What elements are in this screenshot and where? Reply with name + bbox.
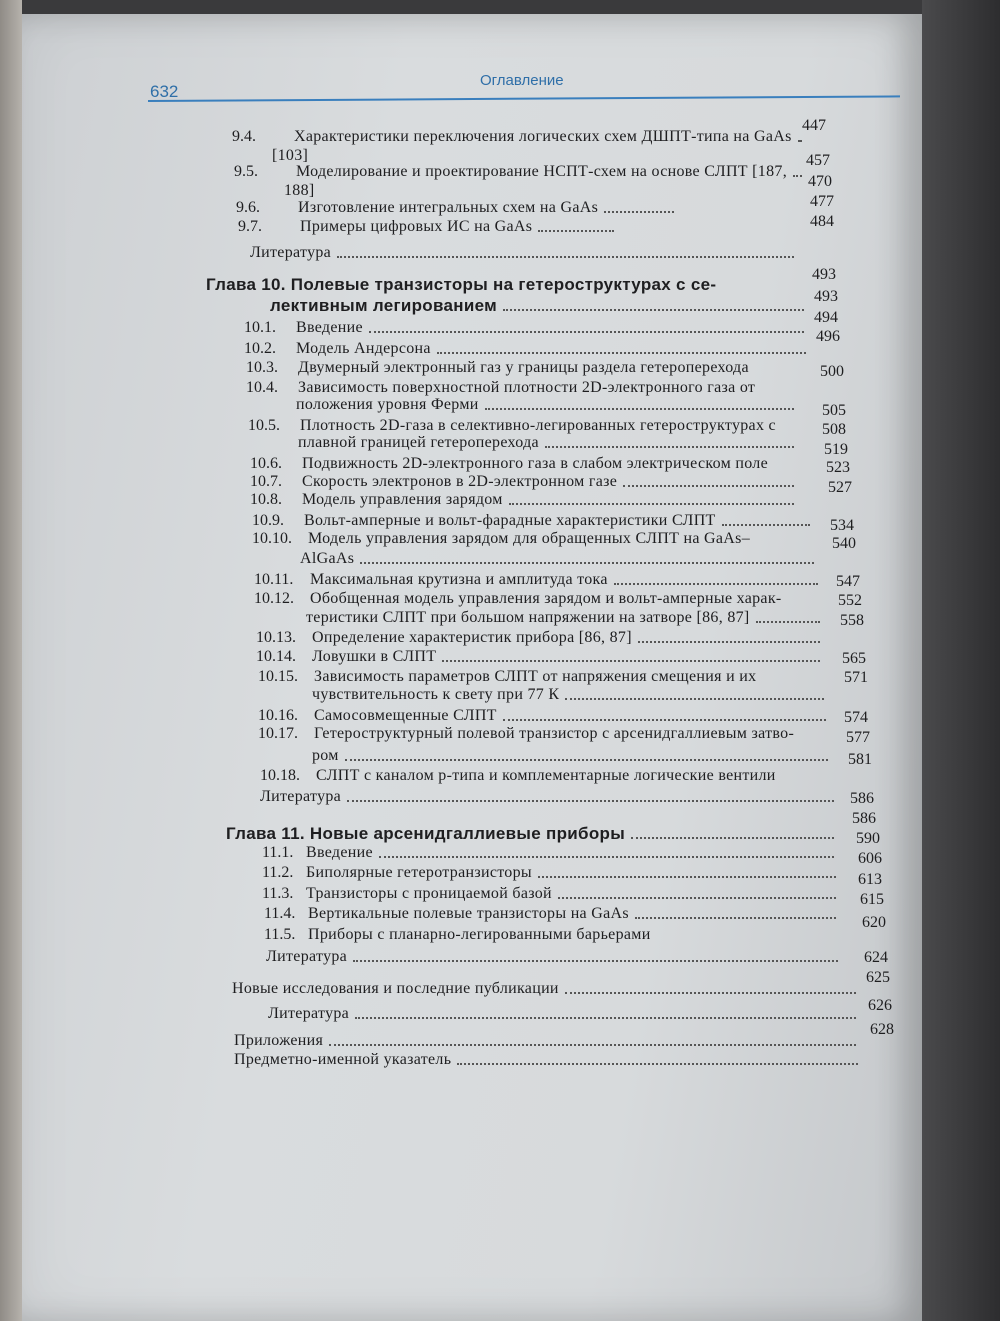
section-title: Новые исследования и последние публикации xyxy=(232,980,559,997)
section-number: 10.12. xyxy=(254,590,294,607)
dot-leader xyxy=(485,407,794,410)
section-title: плавной границей гетероперехода xyxy=(298,434,539,451)
section-title: лективным легированием xyxy=(270,296,497,315)
section-title: Литература xyxy=(268,1005,350,1022)
toc-entry xyxy=(250,244,800,262)
section-number: 10.6. xyxy=(250,455,282,472)
section-title: ром xyxy=(312,747,339,764)
toc-page-number: 493 xyxy=(812,266,836,283)
toc-entry xyxy=(256,629,826,647)
section-title: Ловушки в СЛПТ xyxy=(312,648,437,665)
section-number: 10.13. xyxy=(256,629,296,646)
toc-entry xyxy=(312,686,830,704)
section-title: 188] xyxy=(284,182,315,199)
section-title: Примеры цифровых ИС на GaAs xyxy=(300,218,533,235)
toc-page-number: 574 xyxy=(844,709,868,726)
toc-entry xyxy=(252,512,816,530)
toc-page-number: 586 xyxy=(852,810,876,827)
section-title: Подвижность 2D-электронного газа в слабом электрическом поле xyxy=(302,455,768,472)
section-title: СЛПТ с каналом p-типа и комплементарные логические вентили xyxy=(316,767,776,784)
section-title: Предметно-именной указатель xyxy=(234,1051,452,1068)
section-number: 11.4. xyxy=(264,905,296,922)
dot-leader xyxy=(442,659,820,662)
toc-page-number: 500 xyxy=(820,363,844,380)
toc-page-number: 447 xyxy=(802,117,826,134)
toc-page-number: 558 xyxy=(840,612,864,629)
section-title: Гетероструктурный полевой транзистор с арсенидгаллиевым затво- xyxy=(314,725,795,742)
running-title: Оглавление xyxy=(480,72,564,89)
toc-entry xyxy=(234,1051,864,1069)
dot-leader xyxy=(379,855,834,858)
toc-entry xyxy=(234,163,808,181)
toc-entry xyxy=(254,571,824,589)
toc-page-number: 505 xyxy=(822,402,846,419)
toc-page-number: 625 xyxy=(866,969,890,986)
toc-entry xyxy=(236,199,680,217)
section-number: 9.7. xyxy=(238,218,262,235)
dot-leader xyxy=(635,916,836,919)
section-title: теристики СЛПТ при большом напряжении на затворе [86, 87] xyxy=(306,609,750,626)
dot-leader xyxy=(337,255,794,258)
toc-entry xyxy=(232,128,808,146)
section-title: [103] xyxy=(272,147,309,164)
toc-page-number: 628 xyxy=(870,1021,894,1038)
toc-page-number: 496 xyxy=(816,328,840,345)
dot-leader xyxy=(503,718,826,721)
toc-entry xyxy=(234,1032,862,1050)
toc-entry xyxy=(260,767,838,785)
toc-page-number: 527 xyxy=(828,479,852,496)
toc-entry xyxy=(306,609,826,627)
section-number: 10.18. xyxy=(260,767,300,784)
dot-leader xyxy=(756,620,820,623)
toc-page-number: 613 xyxy=(858,871,882,888)
dot-leader xyxy=(722,523,810,526)
toc-page-number: 540 xyxy=(832,535,856,552)
toc-page-number: 606 xyxy=(858,850,882,867)
dot-leader xyxy=(503,308,804,311)
dot-leader xyxy=(538,229,614,232)
toc-entry xyxy=(244,319,810,337)
toc-page-number: 577 xyxy=(846,729,870,746)
section-number: 10.9. xyxy=(252,512,284,529)
toc-entry xyxy=(262,864,842,882)
section-title: Двумерный электронный газ у границы раздела гетероперехода xyxy=(298,359,749,376)
toc-entry xyxy=(300,550,820,568)
dot-leader xyxy=(604,210,674,213)
section-title: Зависимость поверхностной плотности 2D-электронного газа от xyxy=(298,379,756,396)
toc-page-number: 552 xyxy=(838,592,862,609)
dot-leader xyxy=(329,1043,856,1046)
section-title: Биполярные гетеротранзисторы xyxy=(306,864,532,881)
section-number: 10.5. xyxy=(248,417,280,434)
section-title: AlGaAs xyxy=(300,550,355,567)
toc-page-number: 547 xyxy=(836,573,860,590)
section-title: Модель управления зарядом для обращенных СЛПТ на GaAs– xyxy=(308,530,750,547)
dot-leader xyxy=(509,502,794,505)
toc-entry xyxy=(260,788,840,806)
section-title: Максимальная крутизна и амплитуда тока xyxy=(310,571,608,588)
toc-page-number: 534 xyxy=(830,517,854,534)
section-title: Самосовмещенные СЛПТ xyxy=(314,707,497,724)
toc-page-number: 519 xyxy=(824,441,848,458)
section-number: 10.3. xyxy=(246,359,278,376)
toc-entry xyxy=(262,885,842,903)
section-title: Модель управления зарядом xyxy=(302,491,503,508)
section-number: 10.4. xyxy=(246,379,278,396)
section-number: 11.5. xyxy=(264,926,296,943)
section-title: Скорость электронов в 2D-электронном газе xyxy=(302,473,618,490)
toc-entry xyxy=(246,359,814,377)
chapter-heading xyxy=(226,825,840,843)
section-number: 10.2. xyxy=(244,340,276,357)
section-title: Приборы с планарно-легированными барьерами xyxy=(308,926,651,943)
section-title: Литература xyxy=(260,788,342,805)
toc-page-number: 565 xyxy=(842,650,866,667)
section-number: 11.1. xyxy=(262,844,294,861)
toc-page-number: 626 xyxy=(868,997,892,1014)
section-title: Вольт-амперные и вольт-фарадные характеристики СЛПТ xyxy=(304,512,716,529)
dot-leader xyxy=(638,640,820,643)
toc-page-number: 581 xyxy=(848,751,872,768)
toc-entry xyxy=(258,725,834,743)
section-title: Введение xyxy=(296,319,363,336)
toc-page-number: 484 xyxy=(810,213,834,230)
dot-leader xyxy=(558,896,836,899)
section-title: Приложения xyxy=(234,1032,324,1049)
toc-entry xyxy=(250,455,820,473)
toc-entry xyxy=(248,417,818,435)
dot-leader xyxy=(369,330,804,333)
dot-leader xyxy=(437,351,806,354)
dot-leader xyxy=(565,991,856,994)
section-number: 10.8. xyxy=(250,491,282,508)
section-number: 10.7. xyxy=(250,473,282,490)
section-title: Глава 11. Новые арсенидгаллиевые приборы xyxy=(226,824,626,843)
section-title: Глава 10. Полевые транзисторы на гетероструктурах с се- xyxy=(206,275,717,294)
dot-leader xyxy=(538,875,836,878)
toc-page-number: 523 xyxy=(826,459,850,476)
dot-leader xyxy=(353,959,838,962)
chapter-heading xyxy=(270,297,810,315)
toc-entry xyxy=(258,668,832,686)
toc-entry xyxy=(268,1005,862,1023)
section-number: 10.1. xyxy=(244,319,276,336)
dot-leader xyxy=(345,758,828,761)
toc-entry xyxy=(284,182,420,200)
section-number: 10.17. xyxy=(258,725,298,742)
toc-page-number: 620 xyxy=(862,914,886,931)
section-title: Зависимость параметров СЛПТ от напряжения смещения и их xyxy=(314,668,757,685)
toc-entry xyxy=(252,530,822,548)
toc-entry xyxy=(256,648,826,666)
toc-entry xyxy=(244,340,812,358)
dot-leader xyxy=(457,1062,858,1065)
section-number: 10.16. xyxy=(258,707,298,724)
toc-entry xyxy=(296,396,800,414)
section-title: Литература xyxy=(250,244,332,261)
toc-page-number: 493 xyxy=(814,288,838,305)
toc-page-number: 470 xyxy=(808,173,832,190)
section-title: Обобщенная модель управления зарядом и вольт-амперные харак- xyxy=(310,590,782,607)
section-number: 10.14. xyxy=(256,648,296,665)
dot-leader xyxy=(798,139,802,142)
toc-page-number: 615 xyxy=(860,891,884,908)
dot-leader xyxy=(623,484,794,487)
section-title: Литература xyxy=(266,948,348,965)
toc-page-number: 624 xyxy=(864,949,888,966)
toc-entry xyxy=(250,473,800,491)
toc-page-number: 494 xyxy=(814,309,838,326)
section-number: 11.2. xyxy=(262,864,294,881)
toc-entry xyxy=(254,590,826,608)
toc-page-number: 457 xyxy=(806,152,830,169)
section-title: Определение характеристик прибора [86, 87] xyxy=(312,629,632,646)
toc-page-number: 508 xyxy=(822,421,846,438)
section-number: 9.6. xyxy=(236,199,260,216)
section-title: Плотность 2D-газа в селективно-легированных гетероструктурах с xyxy=(300,417,776,434)
toc-entry xyxy=(232,980,862,998)
section-title: положения уровня Ферми xyxy=(296,396,479,413)
dot-leader xyxy=(355,1016,856,1019)
section-title: Введение xyxy=(306,844,373,861)
section-title: Изготовление интегральных схем на GaAs xyxy=(298,199,599,216)
page-number: 632 xyxy=(150,82,179,101)
toc-entry xyxy=(298,434,800,452)
toc-page-number: 571 xyxy=(844,669,868,686)
dot-leader xyxy=(614,582,818,585)
section-number: 10.11. xyxy=(254,571,294,588)
dot-leader xyxy=(545,445,794,448)
toc-entry xyxy=(246,379,816,397)
toc-entry xyxy=(250,491,800,509)
dot-leader xyxy=(565,697,824,700)
toc-entry xyxy=(266,948,844,966)
section-title: Моделирование и проектирование НСПТ-схем на основе СЛПТ [187, xyxy=(296,163,788,180)
toc-entry xyxy=(238,218,620,236)
toc-entry xyxy=(262,844,840,862)
section-title: Модель Андерсона xyxy=(296,340,431,357)
chapter-heading xyxy=(206,276,808,294)
toc-page-number: 477 xyxy=(810,193,834,210)
section-title: Транзисторы с проницаемой базой xyxy=(306,885,552,902)
section-number: 9.4. xyxy=(232,128,256,145)
dot-leader xyxy=(360,561,814,564)
section-title: чувствительность к свету при 77 К xyxy=(312,686,560,703)
section-number: 10.10. xyxy=(252,530,292,547)
section-number: 11.3. xyxy=(262,885,294,902)
dot-leader xyxy=(631,836,834,839)
section-number: 9.5. xyxy=(234,163,258,180)
toc-entry xyxy=(264,905,842,923)
toc-page-number: 586 xyxy=(850,790,874,807)
section-title: Вертикальные полевые транзисторы на GaAs xyxy=(308,905,629,922)
section-number: 10.15. xyxy=(258,668,298,685)
toc-entry xyxy=(258,707,832,725)
toc-entry xyxy=(312,747,834,765)
toc-entry xyxy=(264,926,842,944)
toc-page-number: 590 xyxy=(856,830,880,847)
dot-leader xyxy=(347,799,834,802)
section-title: Характеристики переключения логических схем ДШПТ-типа на GaAs xyxy=(294,128,792,145)
